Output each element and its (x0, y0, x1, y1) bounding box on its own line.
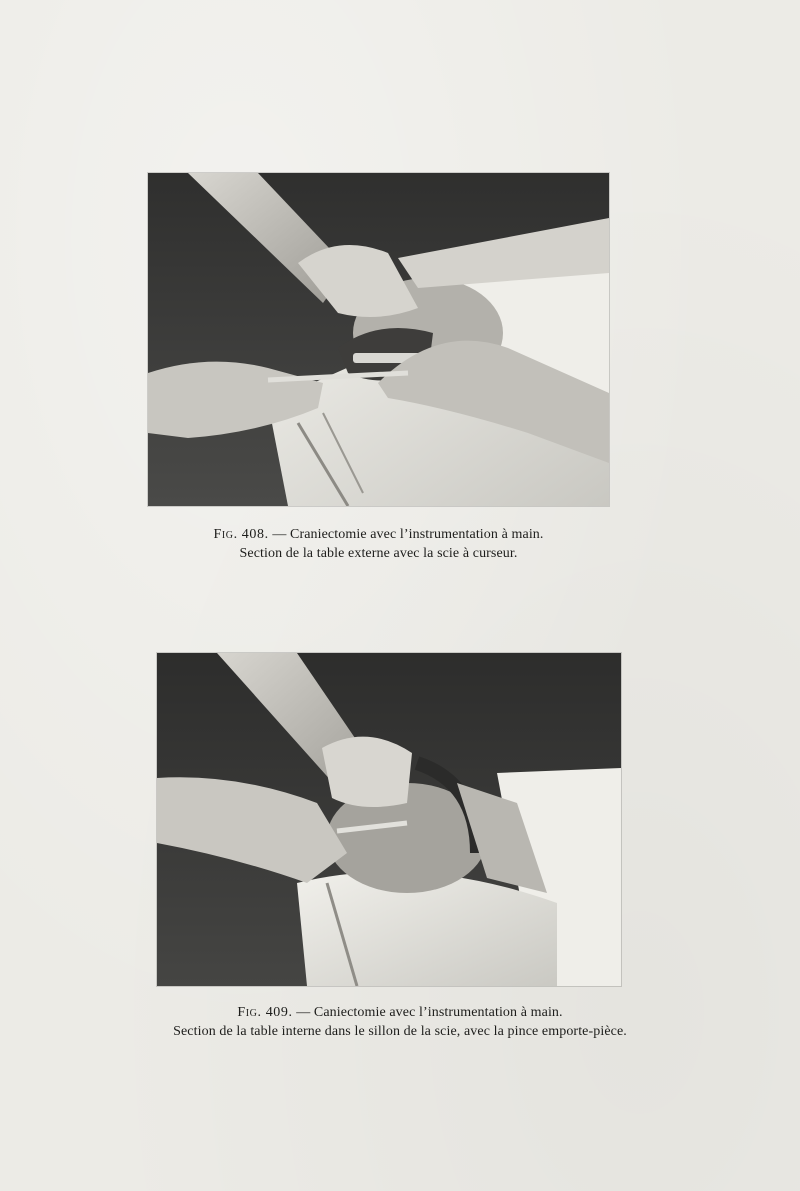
figure-409-photograph (157, 653, 621, 986)
figure-409-subtitle: Section de la table interne dans le sillon de la scie, avec la pince emporte-pièce. (173, 1024, 627, 1039)
figure-408-subtitle: Section de la table externe avec la scie à curseur. (239, 546, 518, 561)
figure-409-label: Fig. 409. (237, 1005, 293, 1020)
figure-409-title: — Caniectomie avec l’instrumentation à main. (292, 1005, 563, 1020)
figure-408-title: — Craniectomie avec l’instrumentation à main. (268, 527, 544, 542)
figure-408-caption (148, 525, 609, 563)
figure-408-label: Fig. 408. (213, 527, 269, 542)
figure-408-photograph (148, 173, 609, 506)
figure-409-caption (120, 1003, 680, 1041)
figure-408-title-line (148, 525, 609, 544)
figure-409-title-line (120, 1003, 680, 1022)
